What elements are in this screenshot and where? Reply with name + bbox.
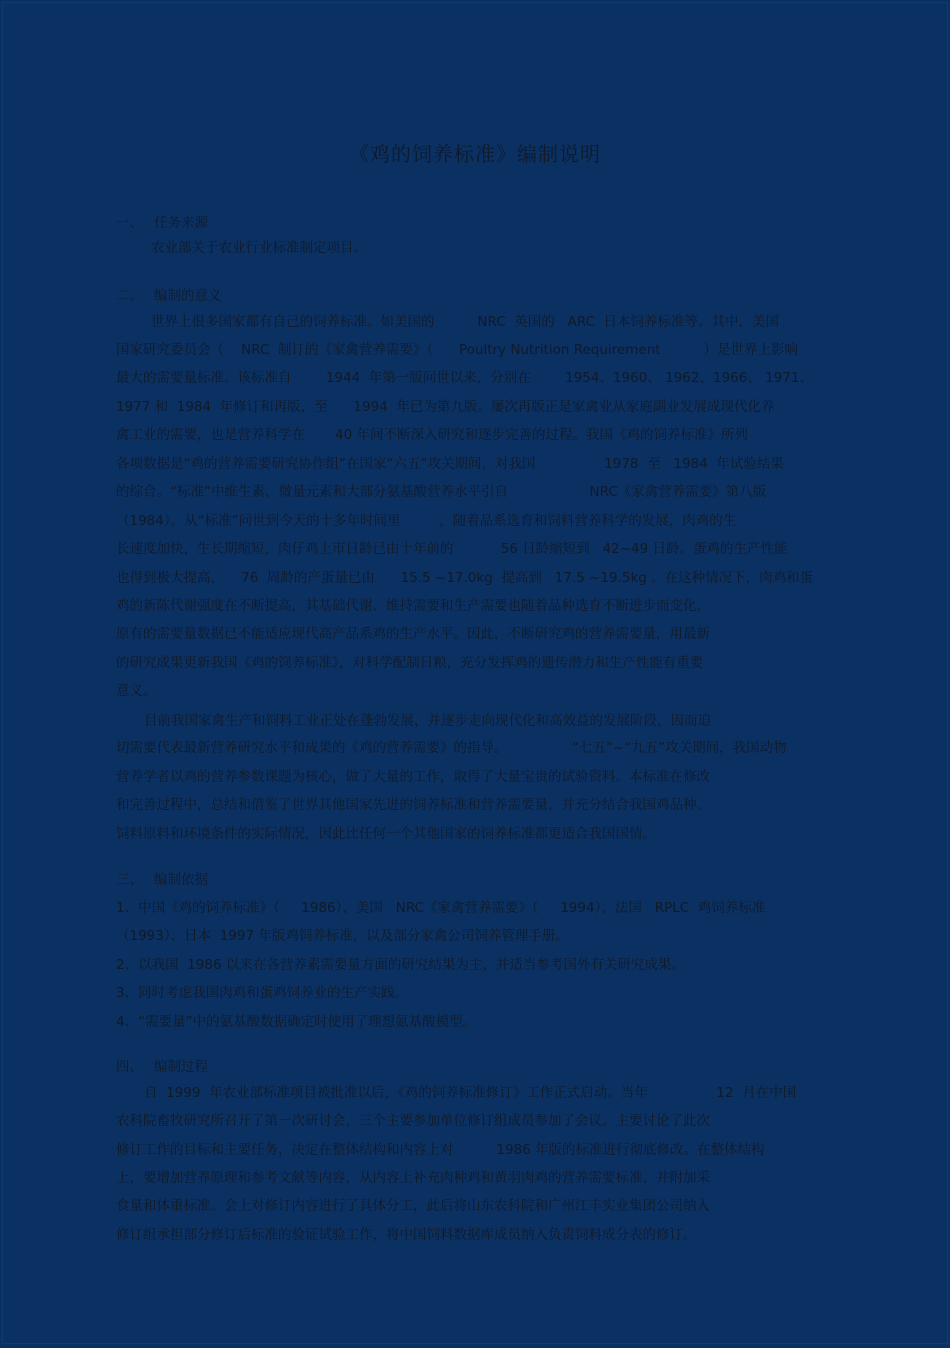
paragraph-line: 修订工作的目标和主要任务，决定在整体结构和内容上对 1986 年版的标准进行彻底修改。在整体结构 [116, 1142, 765, 1158]
paragraph-line: 禽工业的需要，也是营养科学在 40 年间不断深入研究和逐步完善的过程。我国《鸡的饲养标准》所列 [116, 427, 749, 443]
section-heading [116, 211, 208, 231]
section-title: 任务来源 [154, 215, 208, 231]
paragraph-line: 意义。 [116, 683, 157, 699]
document-page [2, 2, 948, 1344]
paragraph-line: 原有的需要量数据已不能适应现代高产品系鸡的生产水平。因此，不断研究鸡的营养需要量，用最新 [116, 626, 710, 642]
paragraph-line: 自 1999 年农业部标准项目被批准以后，《鸡的饲养标准修订》工作正式启动。当年 12 月在中国 [144, 1085, 797, 1101]
paragraph-line: 修订组承担部分修订后标准的验证试验工作，将中国饲料数据库成员纳入负责饲料成分表的修订。 [116, 1227, 697, 1243]
paragraph-line: 和完善过程中，总结和借鉴了世界其他国家先进的饲养标准和营养需要量，并充分结合我国鸡品种、 [116, 797, 710, 813]
paragraph-line: 1、中国《鸡的饲养标准》（ 1986）、美国 NRC《家禽营养需要》（ 1994）、法国 RPLC 鸡饲养标准 [116, 900, 766, 916]
paragraph-line: 的研究成果更新我国《鸡的饲养标准》，对科学配制日粮，充分发挥鸡的遗传潜力和生产性能有重要 [116, 655, 704, 671]
section-number: 一、 [116, 215, 143, 231]
paragraph-line: 1977 和 1984 年修订和再版，至 1994 年已为第九版。屡次再版正是家禽业从家庭副业发展成现代化养 [116, 399, 775, 415]
paragraph-line: 也得到极大提高， 76 周龄的产蛋量已由 15.5 ~17.0kg 提高到 17.5 ~19.5kg 。在这种情况下，肉鸡和蛋 [116, 570, 814, 586]
paragraph-line: 上，要增加营养原理和参考文献等内容，从内容上补充肉种鸡和黄羽肉鸡的营养需要标准，并附加采 [116, 1170, 710, 1186]
section-heading [116, 1055, 208, 1075]
section-number: 四、 [116, 1059, 143, 1075]
section-title: 编制的意义 [154, 288, 222, 304]
section-title: 编制依据 [154, 872, 208, 888]
paragraph-line: 国家研究委员会（ NRC 制订的《家禽营养需要》（ Poultry Nutrition Requirement ）是世界上影响 [116, 342, 798, 358]
section-heading [116, 868, 208, 888]
section-number: 三、 [116, 872, 143, 888]
paragraph-line: 农业部关于农业行业标准制定项目。 [151, 240, 367, 256]
paragraph-line: 最大的需要量标准。该标准自 1944 年第一版问世以来，分别在 1954、1960、 1962、1966、 1971、 [116, 370, 813, 386]
section-number: 二、 [116, 288, 143, 304]
paragraph-line: 各项数据是“鸡的营养需要研究协作组”在国家“六五”攻关期间，对我国 1978 至 1984 年试验结果 [116, 456, 784, 472]
document-title: 《鸡的饲养标准》编制说明 [349, 142, 601, 166]
paragraph-line: 3、同时考虑我国肉鸡和蛋鸡饲养业的生产实践。 [116, 985, 409, 1001]
paragraph-line: 的综合。“标准”中维生素、微量元素和大部分氨基酸营养水平引自 NRC《家禽营养需要》第八版 [116, 484, 767, 500]
paragraph-line: 世界上很多国家都有自己的饲养标准。如美国的 NRC 英国的 ARC 日本饲养标准等。其中，美国 [151, 314, 780, 330]
section-title: 编制过程 [154, 1059, 208, 1075]
paragraph-line: 4、“需要量”中的氨基酸数据确定时使用了理想氨基酸模型。 [116, 1014, 477, 1030]
paragraph-line: 饲料原料和环境条件的实际情况，因此比任何一个其他国家的饲养标准都更适合我国国情。 [116, 826, 656, 842]
paragraph-line: 2、以我国 1986 以来在各营养素需要量方面的研究结果为主，并适当参考国外有关研究成果。 [116, 957, 685, 973]
paragraph-line: 营养学者以鸡的营养参数课题为核心，做了大量的工作，取得了大量宝贵的试验资料。本标准在修改 [116, 769, 710, 785]
paragraph-line: （1993）、日本 1997 年版鸡饲养标准，以及部分家禽公司饲养管理手册。 [116, 928, 569, 944]
paragraph-line: 鸡的新陈代谢强度在不断提高，其基础代谢、维持需要和生产需要也随着品种选育不断进步而变化， [116, 598, 710, 614]
paragraph-line: （1984）。从“标准”问世到今天的十多年时间里 ，随着品系选育和饲料营养科学的发展，肉鸡的生 [116, 513, 737, 529]
paragraph-line: 切需要代表最新营养研究水平和成果的《鸡的营养需要》的指导。 “七五”~“九五”攻关期间，我国动物 [116, 740, 787, 756]
paragraph-line: 目前我国家禽生产和饲料工业正处在蓬勃发展，并逐步走向现代化和高效益的发展阶段，因而迫 [144, 713, 711, 729]
paragraph-line: 长速度加快，生长期缩短，肉仔鸡上市日龄已由十年前的 56 日龄缩短到 42~49 日龄。蛋鸡的生产性能 [116, 541, 788, 557]
paragraph-line: 农科院畜牧研究所召开了第一次研讨会，三个主要参加单位修订组成员参加了会议。主要讨论了此次 [116, 1113, 710, 1129]
section-heading [116, 284, 222, 304]
paragraph-line: 食量和体重标准。会上对修订内容进行了具体分工，此后将山东农科院和广州江丰实业集团公司纳入 [116, 1198, 710, 1214]
